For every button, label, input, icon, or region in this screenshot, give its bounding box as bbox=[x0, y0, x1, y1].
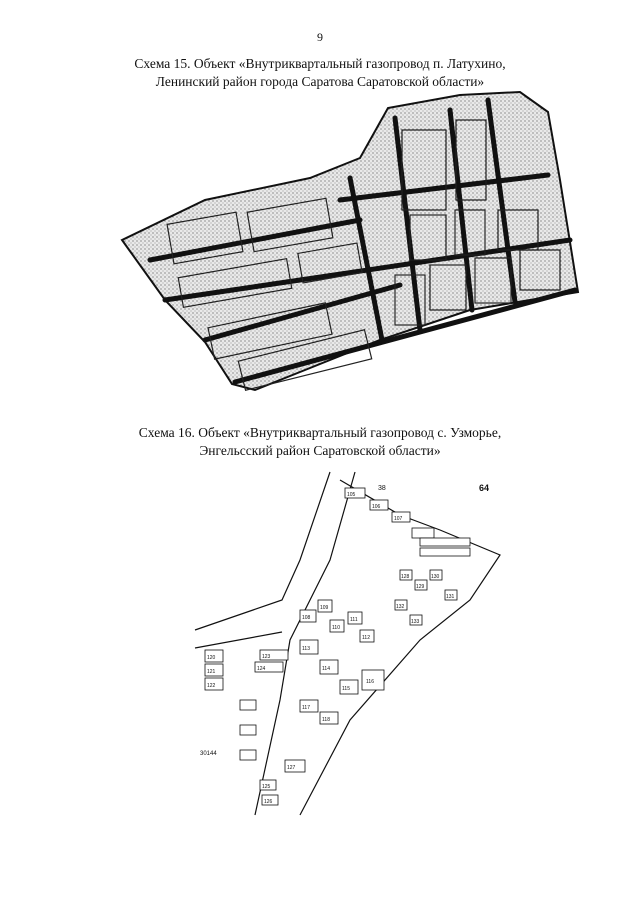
parcel-label: 118 bbox=[322, 717, 330, 723]
parcel-label: 107 bbox=[394, 516, 403, 522]
parcel-label: 125 bbox=[262, 784, 271, 790]
boundary-line bbox=[195, 472, 330, 630]
parcel-label: 110 bbox=[332, 625, 340, 631]
parcel bbox=[240, 725, 256, 735]
parcel-label: 131 bbox=[446, 594, 455, 600]
parcel-label: 121 bbox=[207, 669, 216, 675]
parcel-label: 128 bbox=[401, 574, 410, 580]
parcel-label: 116 bbox=[366, 679, 374, 685]
parcel bbox=[412, 528, 434, 538]
parcel-label: 124 bbox=[257, 666, 266, 672]
parcel-label: 113 bbox=[302, 646, 310, 652]
parcel-label: 108 bbox=[302, 615, 311, 621]
parcel-label: 115 bbox=[342, 686, 350, 692]
parcel-label: 112 bbox=[362, 635, 370, 641]
parcel-label: 123 bbox=[262, 654, 271, 660]
sheet-number-64: 64 bbox=[479, 483, 490, 493]
parcel bbox=[420, 548, 470, 556]
parcel-label: 130 bbox=[431, 574, 440, 580]
parcel-label: 129 bbox=[416, 584, 425, 590]
parcel bbox=[420, 538, 470, 546]
scheme-16-caption-line1: Схема 16. Объект «Внутриквартальный газопровод с. Узморье, bbox=[138, 425, 502, 440]
parcel-label: 122 bbox=[207, 683, 216, 689]
boundary-line bbox=[195, 632, 282, 648]
parcel-label: 117 bbox=[302, 705, 310, 711]
parcel-label: 133 bbox=[411, 619, 420, 625]
parcel-label: 106 bbox=[372, 504, 381, 510]
parcel bbox=[240, 750, 256, 760]
parcel-label: 120 bbox=[207, 655, 216, 661]
boundary-line bbox=[300, 480, 500, 815]
parcel bbox=[240, 700, 256, 710]
cadastral-number-left: 30144 bbox=[200, 751, 217, 757]
parcel-label: 114 bbox=[322, 666, 330, 672]
scheme-15-caption-line1: Схема 15. Объект «Внутриквартальный газопровод п. Латухино, bbox=[134, 56, 506, 71]
parcel-label: 111 bbox=[350, 617, 358, 623]
page-number: 9 bbox=[317, 30, 323, 44]
parcel-label: 127 bbox=[287, 765, 296, 771]
scheme-15-caption-line2: Ленинский район города Саратова Саратовской области» bbox=[155, 74, 485, 89]
parcel-label: 105 bbox=[347, 492, 356, 498]
scheme-16-boundaries bbox=[195, 472, 500, 815]
sheet-number-38: 38 bbox=[378, 485, 386, 492]
scheme-16-caption-line2: Энгельсский район Саратовской области» bbox=[199, 443, 441, 458]
parcel-label: 132 bbox=[396, 604, 405, 610]
parcel-label: 126 bbox=[264, 799, 273, 805]
parcel-label: 109 bbox=[320, 605, 329, 611]
